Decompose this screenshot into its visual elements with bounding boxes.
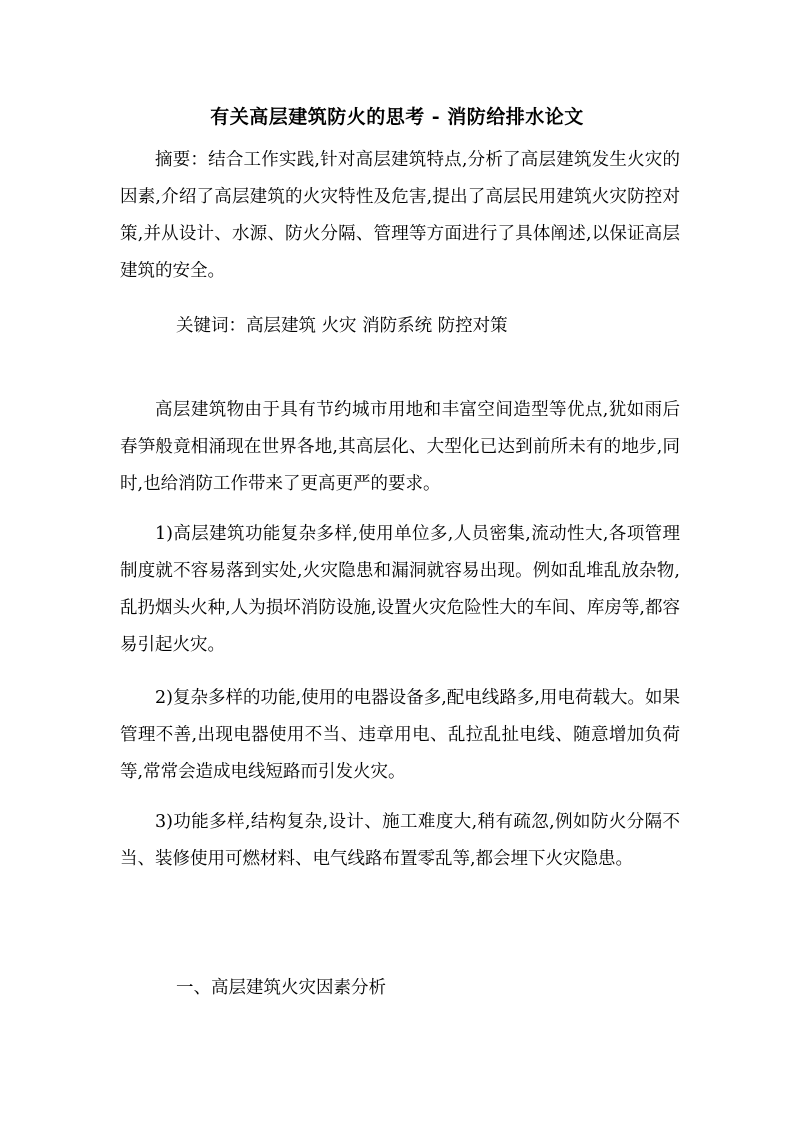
point-paragraph-2: 2)复杂多样的功能,使用的电器设备多,配电线路多,用电荷载大。如果管理不善,出现电器使用不当、违章用电、乱拉乱扯电线、随意增加负荷等,常常会造成电线短路而引发火灾。 [120, 688, 680, 782]
keywords-line: 关键词：高层建筑 火灾 消防系统 防控对策 [176, 316, 508, 336]
point-paragraph-1: 1)高层建筑功能复杂多样,使用单位多,人员密集,流动性大,各项管理制度就不容易落到实处,火灾隐患和漏洞就容易出现。例如乱堆乱放杂物,乱扔烟头火种,人为损坏消防设施,设置火灾危险性大的车间、库房等,都容易引起火灾。 [120, 524, 680, 655]
document-title: 有关高层建筑防火的思考 - 消防给排水论文 [210, 106, 584, 128]
section-heading: 一、高层建筑火灾因素分析 [176, 978, 386, 998]
point-paragraph-3: 3)功能多样,结构复杂,设计、施工难度大,稍有疏忽,例如防火分隔不当、装修使用可燃材料、电气线路布置零乱等,都会埋下火灾隐患。 [120, 812, 680, 869]
intro-paragraph: 高层建筑物由于具有节约城市用地和丰富空间造型等优点,犹如雨后春笋般竟相涌现在世界各地,其高层化、大型化已达到前所未有的地步,同时,也给消防工作带来了更高更严的要求。 [120, 400, 680, 494]
abstract-paragraph: 摘要：结合工作实践,针对高层建筑特点,分析了高层建筑发生火灾的因素,介绍了高层建筑的火灾特性及危害,提出了高层民用建筑火灾防控对策,并从设计、水源、防火分隔、管理等方面进行了具体阐述,以保证高层建筑的安全。 [120, 150, 680, 281]
